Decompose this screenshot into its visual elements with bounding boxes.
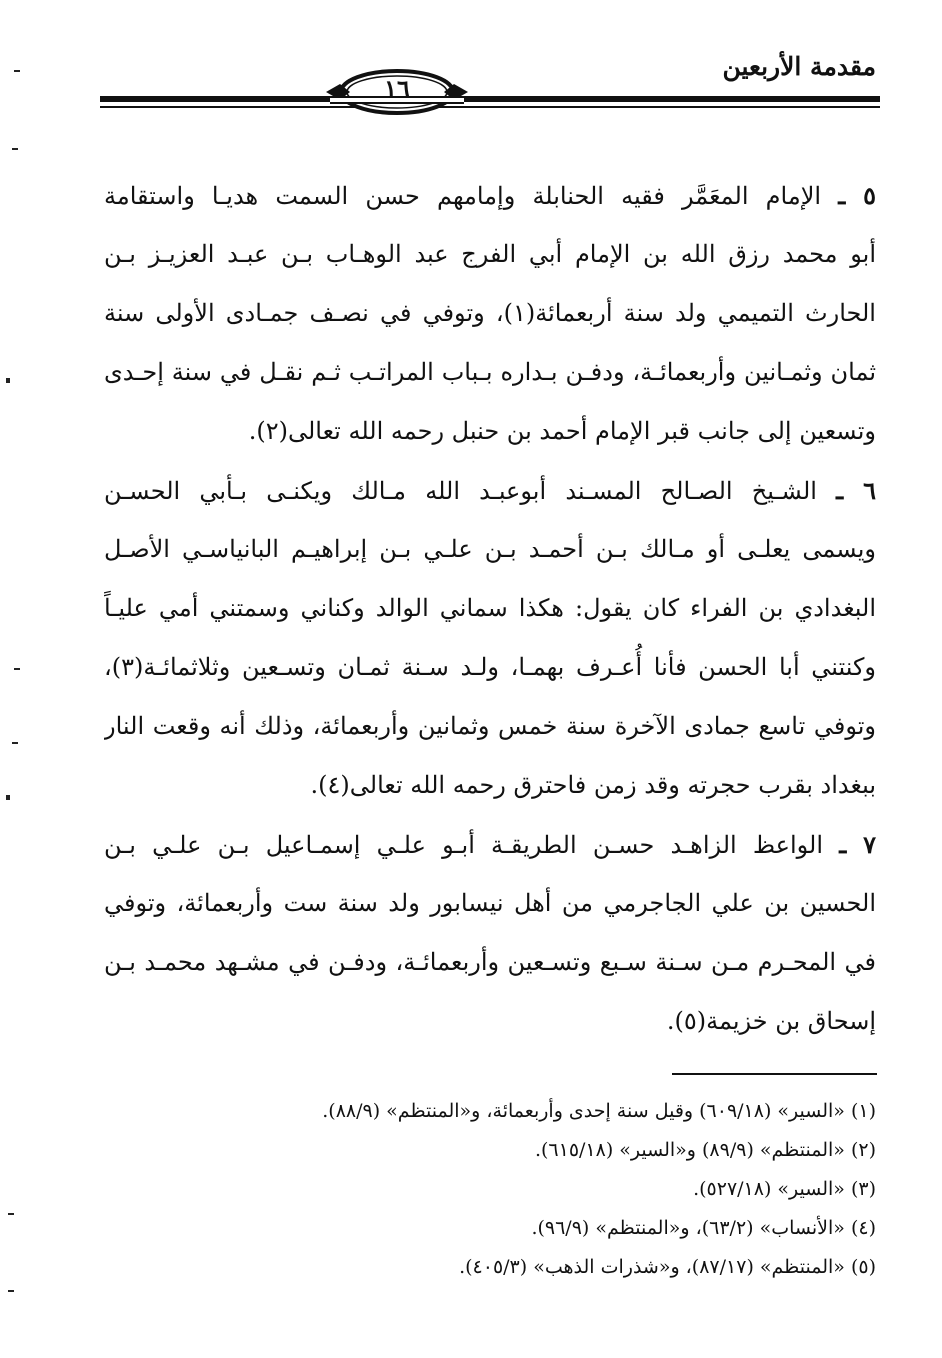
text-line [104,638,876,697]
text-line [104,166,876,225]
text-line [104,402,876,461]
scan-speck [14,70,20,72]
line-text: وتوفي تاسع جمادى الآخرة سنة خمس وثمانين وأربعمائة، وذلك أنه وقعت النار [104,712,876,740]
footnote: (١) «السير» (٦٠٩/١٨) وقيل سنة إحدى وأربعمائة، و«المنتظم» (٨٨/٩). [322,1100,876,1122]
text-line [104,461,876,520]
line-text: الإمام المعَمَّر فقيه الحنابلة وإمامهم حسن السمت هديـا واستقامة [104,182,822,210]
line-text: الشـيخ الصـالح المسـند أبوعبـد الله مـالك ويكنـى بـأبي الحسـن [104,477,817,505]
running-title: مقدمة الأربعين [722,52,876,81]
page-header [100,50,880,130]
text-line [104,874,876,933]
line-text: وكنتني أبا الحسن فأنا أُعـرف بهمـا، ولـد سـنة ثمـان وتسـعين وثلاثمائـة(٣)، [104,653,876,681]
entry-number: ٦ ـ [836,476,876,505]
footnote: (٣) «السير» (٥٢٧/١٨). [693,1178,876,1200]
line-text: إسحاق بن خزيمة(٥). [666,1007,876,1035]
scan-speck [8,1290,14,1292]
text-line [104,933,876,992]
text-line [104,992,876,1051]
line-text: الحسين بن علي الجاجرمي من أهل نيسابور ولد سنة ست وأربعمائة، وتوفي [104,889,876,917]
scan-speck [12,148,18,150]
line-text: وتسعين إلى جانب قبر الإمام أحمد بن حنبل رحمه الله تعالى(٢). [248,417,876,445]
scan-speck [14,668,20,670]
text-line [104,284,876,343]
text-line [104,756,876,815]
footnote: (٤) «الأنساب» (٦٣/٢)، و«المنتظم» (٩٦/٩). [531,1217,876,1239]
text-line [104,579,876,638]
text-line [104,520,876,579]
page-number: ١٦ [384,74,410,103]
line-text: ببغداد بقرب حجرته وقد زمن فاحترق رحمه الله تعالى(٤). [310,771,876,799]
main-text [104,166,876,1051]
line-text: الحارث التميمي ولد سنة أربعمائة(١)، وتوفي في نصـف جمـادى الأولى سنة [104,299,876,327]
line-text: ويسمى يعلـى أو مـالك بـن أحمـد بـن علـي بـن إبراهيـم البانياسـي الأصـل [104,535,876,563]
footnote: (٥) «المنتظم» (٨٧/١٧)، و«شذرات الذهب» (٤٠٥/٣). [459,1256,876,1278]
line-text: أبو محمد رزق الله بن الإمام أبي الفرج عبد الوهـاب بـن عبـد العزيـز بـن [104,240,876,268]
scan-speck [6,795,10,800]
line-text: ثمان وثمـانين وأربعمائـة، ودفـن بـداره بـباب المراتـب ثـم نقـل في سنة إحـدى [104,358,876,386]
page-number-badge [322,68,472,116]
header-rule-thick [100,96,880,102]
text-line [104,815,876,874]
scan-speck [6,378,10,383]
scan-speck [8,1213,14,1215]
text-line [104,225,876,284]
line-text: البغدادي بن الفراء كان يقول: هكذا سماني الوالد وكناني وسمتني أمي عليـاً [104,594,876,622]
footnote: (٢) «المنتظم» (٨٩/٩) و«السير» (٦١٥/١٨). [534,1139,876,1161]
text-line [104,697,876,756]
entry-number: ٧ ـ [839,830,876,859]
footnote-separator [672,1073,877,1075]
scan-speck [12,742,18,744]
header-rule-thin [100,106,880,108]
footnotes [104,1092,876,1287]
line-text: في المحـرم مـن سـنة سـبع وتسـعين وأربعمائـة، ودفـن في مشـهد محمـد بـن [104,948,876,976]
line-text: الواعظ الزاهـد حسـن الطريقـة أبـو علـي إسمـاعيل بـن علـي بـن [104,831,824,859]
text-line [104,343,876,402]
entry-number: ٥ ـ [838,181,876,210]
